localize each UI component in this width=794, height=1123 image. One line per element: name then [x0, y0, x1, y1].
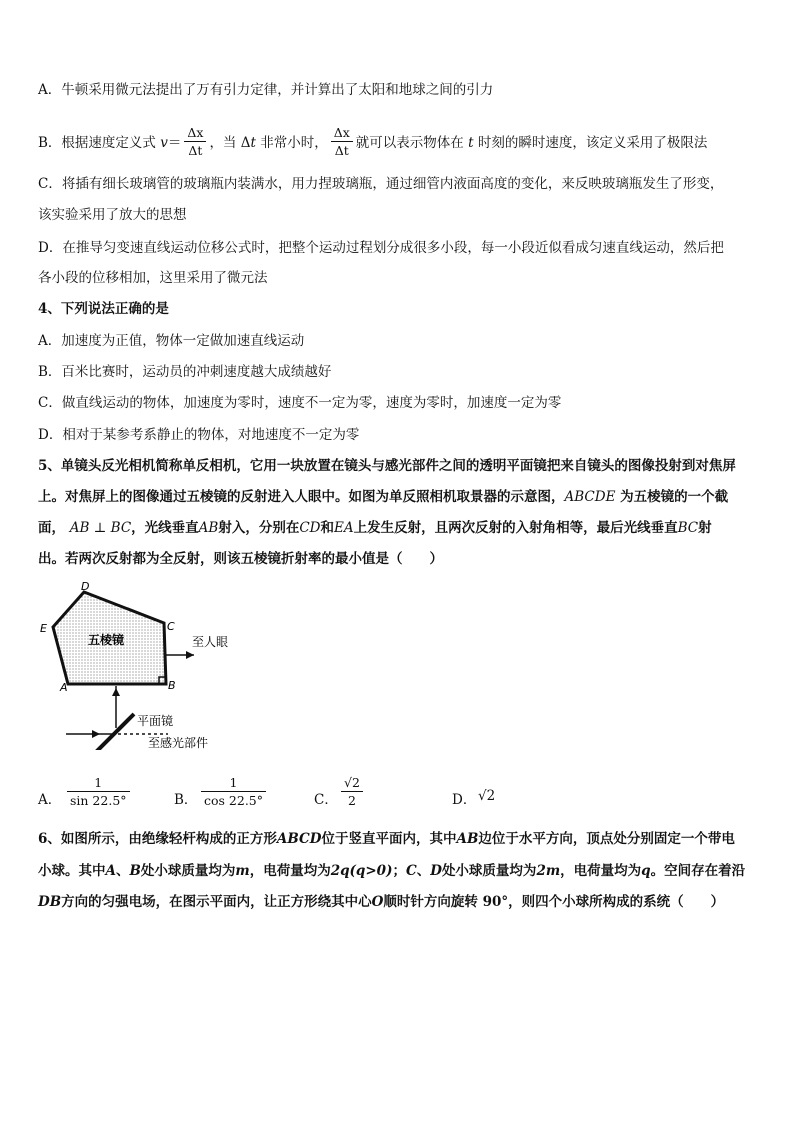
- q6-text: 处小球质量均为: [441, 863, 537, 879]
- fraction-numerator: Δx: [184, 124, 206, 142]
- q5-stem-line1: 5、单镜头反光相机简称单反相机，它用一块放置在镜头与感光部件之间的透明平面镜把来自镜头的图像投射到对焦屏: [38, 458, 736, 474]
- choice-b-numerator: 1: [201, 774, 266, 792]
- q5-text: 面，: [38, 520, 65, 536]
- math-cd: CD: [299, 520, 321, 536]
- q4-option-b: B．百米比赛时，运动员的冲刺速度越大成绩越好: [38, 364, 332, 380]
- q6-text: 边位于水平方向，顶点处分别固定一个带电: [478, 831, 735, 847]
- choice-b-fraction: [201, 774, 266, 809]
- vertex-d-label: D: [81, 580, 90, 593]
- ray-arrow-up: [112, 688, 120, 696]
- q6-text: 、: [416, 863, 431, 879]
- choice-a-label: A．: [38, 792, 62, 808]
- math-2q: 2q(q>0): [330, 863, 393, 879]
- math-d: D: [430, 863, 442, 879]
- math-bc: BC: [677, 520, 699, 536]
- q3-option-d-line1: D．在推导匀变速直线运动位移公式时，把整个运动过程划分成很多小段，每一小段近似看成匀速直线运动，然后把: [38, 240, 724, 256]
- mirror-label: 平面镜: [137, 714, 174, 728]
- choice-c-label: C．: [314, 792, 338, 808]
- pentaprism-diagram: [36, 578, 256, 750]
- q6-text: 6、如图所示，由绝缘轻杆构成的正方形: [38, 831, 277, 847]
- prism-label: 五棱镜: [88, 633, 125, 647]
- q6-text: 。空间存在着沿: [650, 863, 746, 879]
- math-2m: 2m: [536, 863, 561, 879]
- q3-option-b-text: B．根据速度定义式: [38, 135, 156, 151]
- q5-stem-line4: 出。若两次反射都为全反射，则该五棱镜折射率的最小值是（ ）: [38, 551, 443, 567]
- q5-stem-line2: [38, 487, 728, 507]
- q6-text: 小球。其中: [38, 863, 106, 879]
- math-abcd: ABCD: [276, 831, 322, 847]
- choice-d-label: D．: [452, 792, 477, 808]
- q5-stem-line3: [38, 518, 712, 538]
- q6-text: 、: [115, 863, 130, 879]
- velocity-fraction: [331, 124, 353, 159]
- choice-a-fraction: [67, 774, 130, 809]
- math-ab: AB: [456, 831, 479, 847]
- math-ab-perp-bc: AB ⊥ BC: [69, 520, 132, 536]
- choice-c-fraction: [341, 774, 363, 809]
- math-o: O: [371, 894, 384, 910]
- math-b: B: [129, 863, 141, 879]
- q5-text: ，光线垂直: [131, 520, 199, 536]
- q3-option-c-line2: 该实验采用了放大的思想: [38, 207, 187, 223]
- math-abcde: ABCDE: [564, 489, 616, 505]
- equals-sign: ＝: [167, 135, 182, 151]
- q5-text: 上。对焦屏上的图像通过五棱镜的反射进入人眼中。如图为单反照相机取景器的示意图，: [38, 489, 565, 505]
- q6-text: ；: [392, 863, 406, 879]
- math-ab: AB: [198, 520, 219, 536]
- q5-text: 上发生反射，且两次反射的入射角相等，最后光线垂直: [353, 520, 678, 536]
- q6-text: ，电荷量均为: [560, 863, 642, 879]
- choice-c-numerator: √2: [341, 774, 363, 792]
- q4-option-c: C．做直线运动的物体，加速度为零时，速度不一定为零，速度为零时，加速度一定为零: [38, 395, 562, 411]
- math-m: m: [235, 863, 250, 879]
- math-c: C: [405, 863, 417, 879]
- choice-a-numerator: 1: [67, 774, 130, 792]
- to-eye-label: 至人眼: [192, 635, 229, 649]
- q6-stem-line2: [38, 861, 745, 881]
- to-sensor-label: 至感光部件: [148, 736, 209, 750]
- math-db: DB: [38, 894, 62, 910]
- choice-c-denominator: 2: [347, 793, 356, 808]
- q5-text: 射: [698, 520, 712, 536]
- q6-text: 方向的匀强电场，在图示平面内，让正方形绕其中心: [61, 894, 372, 910]
- q3-option-b-text: 非常小时，: [255, 135, 328, 151]
- math-ea: EA: [333, 520, 354, 536]
- q5-text: 为五棱镜的一个截: [615, 489, 729, 505]
- ray-arrow-right: [186, 651, 194, 659]
- velocity-fraction: [184, 124, 206, 159]
- q6-text: 顺时针方向旋转 90°，则四个小球所构成的系统（ ）: [383, 894, 725, 910]
- fraction-denominator: Δt: [188, 143, 203, 158]
- fraction-denominator: Δt: [334, 143, 349, 158]
- q3-option-c-line1: C．将插有细长玻璃管的玻璃瓶内装满水，用力捏玻璃瓶，通过细管内液面高度的变化，来反映玻璃瓶发生了形变，: [38, 176, 724, 192]
- q3-option-b-text: 时刻的瞬时速度，该定义采用了极限法: [477, 135, 708, 151]
- math-a: A: [105, 863, 116, 879]
- q3-option-a: A．牛顿采用微元法提出了万有引力定律，并计算出了太阳和地球之间的引力: [38, 82, 494, 98]
- vertex-a-label: A: [60, 681, 68, 694]
- choice-b-denominator: cos 22.5°: [204, 793, 263, 808]
- velocity-symbol: v: [160, 135, 168, 151]
- q3-option-b-text: 就可以表示物体在: [355, 135, 464, 151]
- q6-stem-line3: [38, 892, 724, 912]
- q3-option-d-line2: 各小段的位移相加，这里采用了微元法: [38, 270, 268, 286]
- choice-a-denominator: sin 22.5°: [70, 793, 127, 808]
- q3-option-b: [38, 126, 707, 161]
- flat-mirror: [96, 714, 134, 750]
- q6-text: 位于竖直平面内，其中: [321, 831, 457, 847]
- time-symbol: t: [468, 135, 474, 151]
- q6-text: 处小球质量均为: [140, 863, 236, 879]
- time-symbol: t: [250, 135, 256, 151]
- q4-option-d: D．相对于某参考系静止的物体，对地速度不一定为零: [38, 427, 360, 443]
- math-q: q: [641, 863, 651, 879]
- fraction-numerator: Δx: [331, 124, 353, 142]
- choice-b-label: B．: [174, 792, 198, 808]
- vertex-c-label: C: [167, 620, 175, 633]
- q3-option-b-text: ，当 Δ: [209, 135, 251, 151]
- q6-text: ，电荷量均为: [249, 863, 331, 879]
- vertex-b-label: B: [168, 679, 176, 692]
- q5-text: 和: [320, 520, 334, 536]
- q5-text: 射入，分别在: [218, 520, 300, 536]
- q6-stem-line1: [38, 829, 735, 849]
- incoming-arrow: [92, 730, 100, 738]
- q4-stem: 4、下列说法正确的是: [38, 301, 169, 317]
- vertex-e-label: E: [40, 622, 47, 635]
- choice-d-value: √2: [478, 788, 496, 804]
- q4-option-a: A．加速度为正值，物体一定做加速直线运动: [38, 333, 305, 349]
